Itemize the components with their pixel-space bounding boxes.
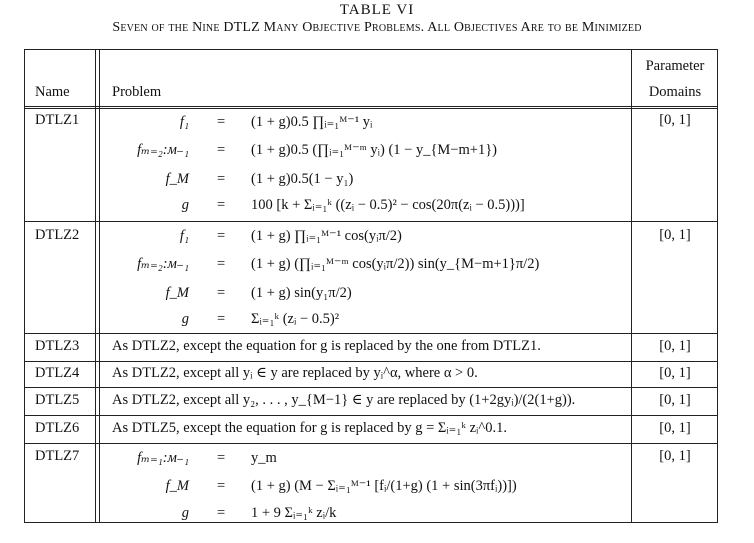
row-text-dtlz3: As DTLZ2, except the equation for g is replaced by the one from DTLZ1. [112, 338, 541, 354]
row-name-dtlz7: DTLZ7 [35, 448, 80, 464]
dtlz1-eq-sign-3: = [217, 171, 226, 187]
row-text-dtlz5: As DTLZ2, except all y₂, . . . , y_{M−1} ∈ y are replaced by (1+2gyᵢ)/(2(1+g)). [112, 392, 576, 408]
dtlz1-lhs-fM: f_M [165, 171, 189, 187]
dtlz7-eq-sign-1: = [217, 450, 226, 466]
row-rule-1 [25, 221, 717, 222]
row-name-dtlz6: DTLZ6 [35, 420, 80, 436]
col-divider-1b [99, 50, 100, 522]
dtlz1-eq-sign-1: = [217, 114, 226, 130]
header-param-1: Parameter [645, 58, 705, 74]
dtlz2-lhs-fm: fₘ₌₂:ᴍ₋₁ [137, 256, 189, 272]
row-rule-3 [25, 361, 717, 362]
header-rule [25, 106, 717, 109]
row-name-dtlz3: DTLZ3 [35, 338, 80, 354]
row-name-dtlz1: DTLZ1 [35, 112, 80, 128]
dtlz2-eq-sign-1: = [217, 228, 226, 244]
dtlz7-lhs-g: g [181, 505, 189, 521]
dtlz7-eq-sign-2: = [217, 478, 226, 494]
row-rule-6 [25, 443, 717, 444]
row-name-dtlz5: DTLZ5 [35, 392, 80, 408]
row-text-dtlz4: As DTLZ2, except all yᵢ ∈ y are replaced by yᵢ^α, where α > 0. [112, 365, 478, 381]
dtlz2-rhs-f1: (1 + g) ∏ᵢ₌₁ᴹ⁻¹ cos(yᵢπ/2) [251, 228, 402, 244]
row-rule-4 [25, 387, 717, 388]
dtlz7-lhs-fM: f_M [165, 478, 189, 494]
dtlz2-rhs-fM: (1 + g) sin(y₁π/2) [251, 285, 352, 301]
dtlz7-rhs-fm: y_m [251, 450, 277, 466]
dtlz2-eq-sign-3: = [217, 285, 226, 301]
row-name-dtlz2: DTLZ2 [35, 227, 80, 243]
table-title: Seven of the Nine DTLZ Many Objective Problems. All Objectives Are to be Minimized [112, 20, 642, 35]
dtlz1-rhs-f1: (1 + g)0.5 ∏ᵢ₌₁ᴹ⁻¹ yᵢ [251, 114, 373, 130]
dtlz1-eq-sign-2: = [217, 142, 226, 158]
dtlz2-lhs-g: g [181, 311, 189, 327]
row-rule-2 [25, 333, 717, 334]
row-name-dtlz4: DTLZ4 [35, 365, 80, 381]
dtlz1-rhs-g: 100 [k + Σᵢ₌₁ᵏ ((zᵢ − 0.5)² − cos(20π(zᵢ − 0.5)))] [251, 197, 525, 213]
row-domain-dtlz1: [0, 1] [659, 112, 691, 128]
dtlz1-rhs-fM: (1 + g)0.5(1 − y₁) [251, 171, 354, 187]
dtlz1-lhs-fm: fₘ₌₂:ᴍ₋₁ [137, 142, 189, 158]
row-domain-dtlz6: [0, 1] [659, 420, 691, 436]
dtlz7-eq-sign-3: = [217, 505, 226, 521]
dtlz1-rhs-fm: (1 + g)0.5 (∏ᵢ₌₁ᴹ⁻ᵐ yᵢ) (1 − y_{M−m+1}) [251, 142, 497, 158]
header-name: Name [35, 84, 70, 100]
dtlz7-rhs-fM: (1 + g) (M − Σᵢ₌₁ᴹ⁻¹ [fᵢ/(1+g) (1 + sin(3πfᵢ))]) [251, 478, 517, 494]
dtlz1-lhs-g: g [181, 197, 189, 213]
dtlz-table [24, 49, 718, 523]
dtlz1-lhs-f1: f₁ [179, 114, 189, 130]
dtlz2-rhs-g: Σᵢ₌₁ᵏ (zᵢ − 0.5)² [251, 311, 340, 327]
header-param-2: Domains [648, 84, 702, 100]
row-domain-dtlz2: [0, 1] [659, 227, 691, 243]
row-domain-dtlz5: [0, 1] [659, 392, 691, 408]
header-problem: Problem [112, 84, 162, 100]
dtlz7-rhs-g: 1 + 9 Σᵢ₌₁ᵏ zᵢ/k [251, 505, 337, 521]
dtlz2-lhs-f1: f₁ [179, 228, 189, 244]
dtlz2-eq-sign-2: = [217, 256, 226, 272]
col-divider-1a [95, 50, 96, 522]
dtlz1-eq-sign-4: = [217, 197, 226, 213]
row-domain-dtlz3: [0, 1] [659, 338, 691, 354]
row-domain-dtlz7: [0, 1] [659, 448, 691, 464]
row-domain-dtlz4: [0, 1] [659, 365, 691, 381]
dtlz2-lhs-fM: f_M [165, 285, 189, 301]
dtlz2-eq-sign-4: = [217, 311, 226, 327]
row-text-dtlz6: As DTLZ5, except the equation for g is replaced by g = Σᵢ₌₁ᵏ zᵢ^0.1. [112, 420, 507, 436]
row-rule-5 [25, 415, 717, 416]
table-number: TABLE VI [339, 2, 415, 18]
dtlz2-rhs-fm: (1 + g) (∏ᵢ₌₁ᴹ⁻ᵐ cos(yᵢπ/2)) sin(y_{M−m+1}π/2) [251, 256, 540, 272]
dtlz7-lhs-fm: fₘ₌₁:ᴍ₋₁ [137, 450, 189, 466]
